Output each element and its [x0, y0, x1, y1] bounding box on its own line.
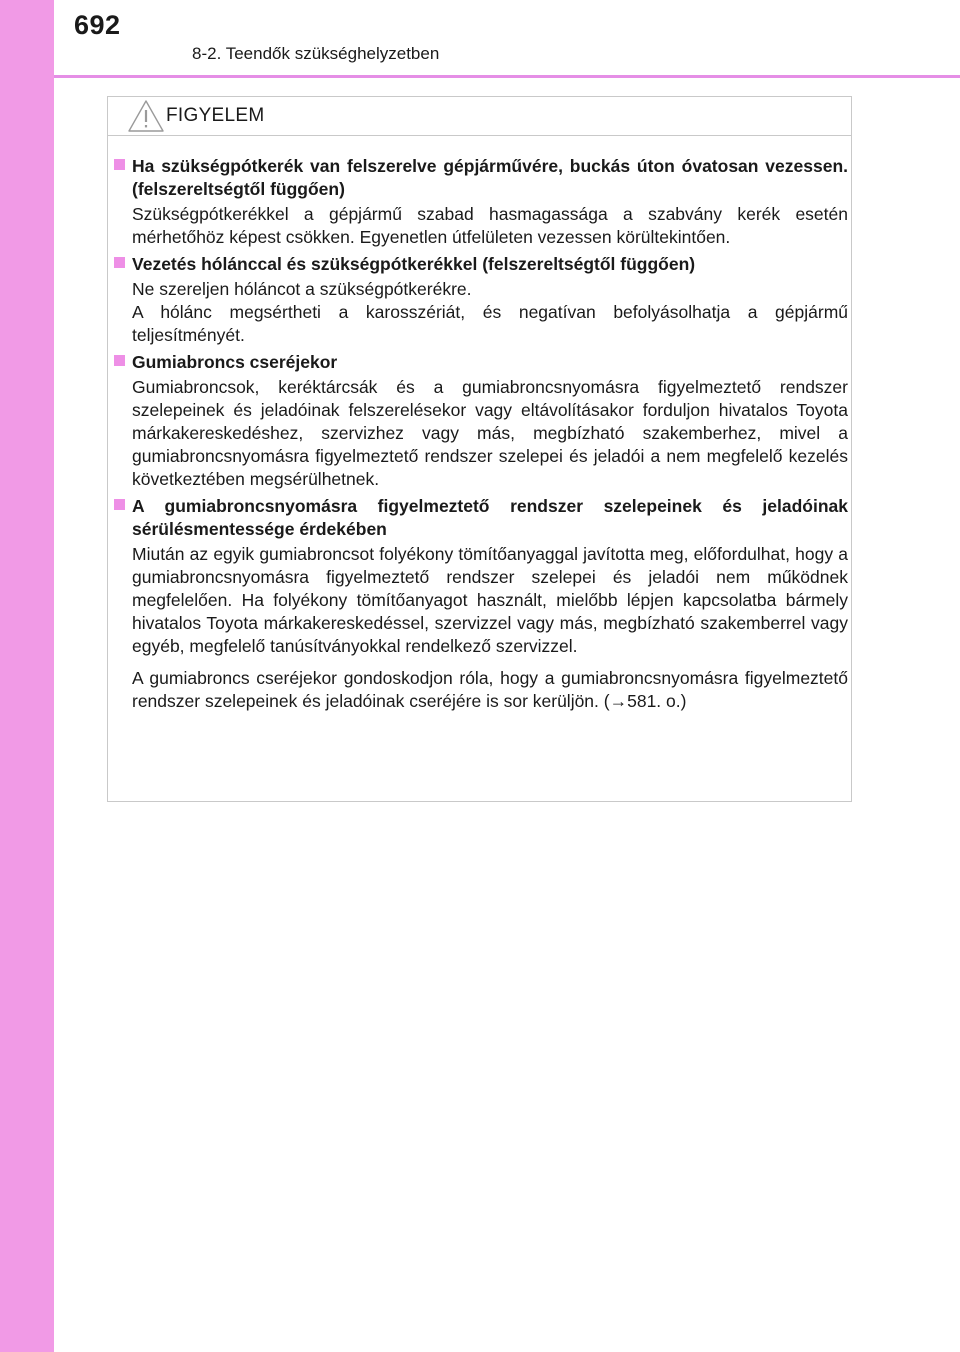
warning-body	[114, 155, 848, 717]
warning-item-spare-tire	[114, 155, 848, 249]
square-bullet-icon	[114, 355, 125, 366]
warning-item-title: Ha szükségpótkerék van felszerelve gépjárművére, buckás úton óvatosan vezessen. (felszereltségtől függően)	[132, 156, 848, 199]
warning-item-title: A gumiabroncsnyomásra figyelmeztető rendszer szelepeinek és jeladóinak sérülésmentessége érdekében	[132, 496, 848, 539]
warning-item-tpms-valves	[114, 495, 848, 713]
warning-item-tire-change	[114, 351, 848, 491]
side-color-band	[0, 0, 54, 1352]
header-rule	[54, 75, 960, 78]
warning-item-text	[132, 667, 848, 713]
warning-triangle-icon	[126, 98, 166, 134]
warning-header	[108, 97, 851, 136]
section-title: 8-2. Teendők szükséghelyzetben	[192, 44, 440, 63]
square-bullet-icon	[114, 159, 125, 170]
warning-box	[107, 96, 852, 802]
warning-item-text-part: A gumiabroncs cseréjekor gondoskodjon róla, hogy a gumiabroncsnyomásra figyelmeztető rendszer szelepeinek és jeladóinak cseréjére is sor kerüljön.	[132, 668, 848, 711]
warning-item-snow-chains	[114, 253, 848, 347]
square-bullet-icon	[114, 257, 125, 268]
warning-item-text: Ne szereljen hóláncot a szükségpótkerékre.	[132, 279, 472, 299]
warning-item-text: A hólánc megsértheti a karosszériát, és negatívan befolyásolhatja a gépjármű teljesítményét.	[132, 302, 848, 345]
warning-item-text: Szükségpótkerékkel a gépjármű szabad hasmagassága a szabvány kerék esetén mérhetőhöz képest csökken. Egyenetlen útfelületen vezessen körültekintően.	[132, 204, 848, 247]
warning-item-title: Gumiabroncs cseréjekor	[132, 352, 338, 372]
warning-title: FIGYELEM	[166, 105, 265, 126]
page-reference-link[interactable]: (→581. o.)	[603, 691, 687, 711]
square-bullet-icon	[114, 499, 125, 510]
warning-item-text: Miután az egyik gumiabroncsot folyékony tömítőanyaggal javította meg, előfordulhat, hogy a gumiabroncsnyomásra figyelmeztető rendszer szelepei és jeladói nem működnek megfelelően. Ha folyékony tömítőanyagot használt, mielőbb lépjen kapcsolatba bármely hivatalos Toyota márkakereskedéssel, szervizzel vagy más, megbízható szakemberrel vagy egyéb, megfelelő tanúsítványokkal rendelkező szervizzel.	[132, 544, 848, 656]
warning-item-text: Gumiabroncsok, keréktárcsák és a gumiabroncsnyomásra figyelmeztető rendszer szelepeinek és jeladóinak felszerelésekor vagy eltávolításakor forduljon hivatalos Toyota márkakereskedéshez, szervizhez vagy más, megbízható szakemberhez, mivel a gumiabroncsnyomásra figyelmeztető rendszer szelepei és jeladói a nem megfelelő kezelés következtében megsérülhetnek.	[132, 377, 848, 489]
page-number: 692	[74, 10, 121, 40]
warning-item-title: Vezetés hólánccal és szükségpótkerékkel (felszereltségtől függően)	[132, 254, 696, 274]
